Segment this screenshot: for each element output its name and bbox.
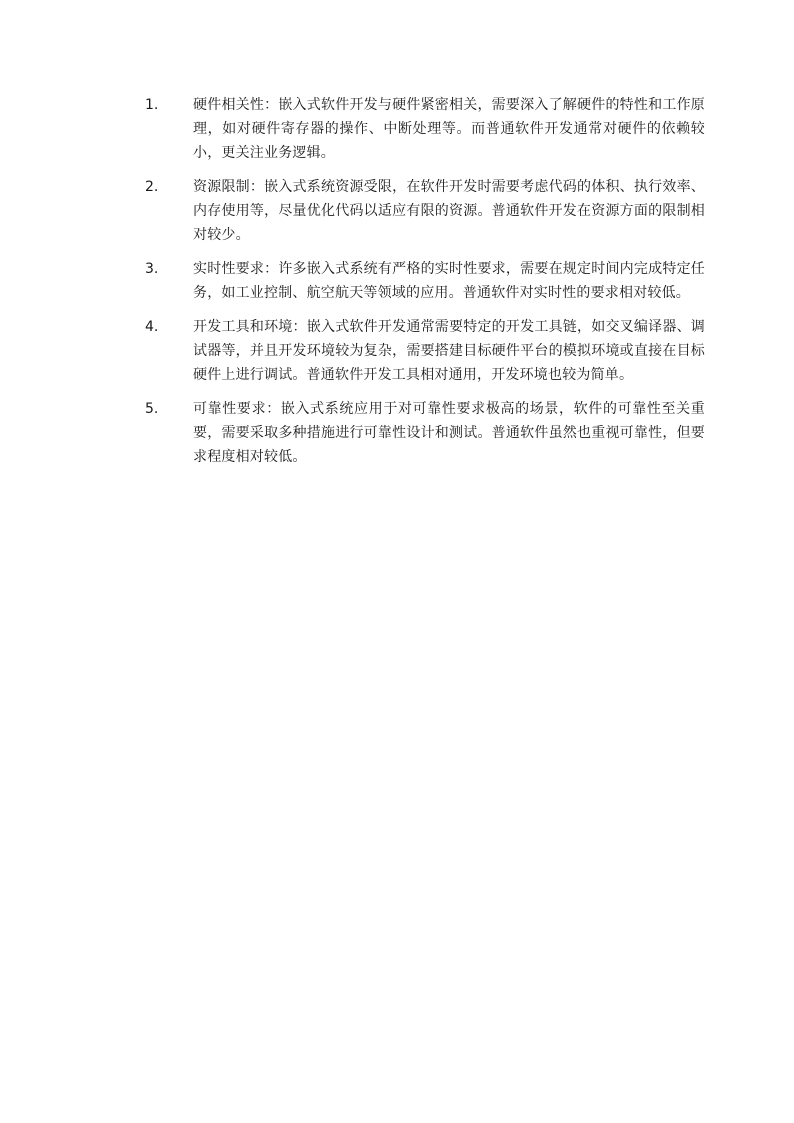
list-item-text: 实时性要求：许多嵌入式系统有严格的实时性要求，需要在规定时间内完成特定任务，如工业控制、航空航天等领域的应用。普通软件对实时性的要求相对较低。 <box>193 261 705 301</box>
list-item <box>145 93 705 165</box>
list-item-text: 硬件相关性：嵌入式软件开发与硬件紧密相关，需要深入了解硬件的特性和工作原理，如对硬件寄存器的操作、中断处理等。而普通软件开发通常对硬件的依赖较小，更关注业务逻辑。 <box>193 97 705 161</box>
list-item-text: 资源限制：嵌入式系统资源受限，在软件开发时需要考虑代码的体积、执行效率、内存使用等，尽量优化代码以适应有限的资源。普通软件开发在资源方面的限制相对较少。 <box>193 179 705 243</box>
list-item-number: 4. <box>145 319 159 335</box>
list-item <box>145 397 705 469</box>
list-item <box>145 175 705 247</box>
list-item-number: 3. <box>145 261 159 277</box>
list-item-text: 开发工具和环境：嵌入式软件开发通常需要特定的开发工具链，如交叉编译器、调试器等，并且开发环境较为复杂，需要搭建目标硬件平台的模拟环境或直接在目标硬件上进行调试。普通软件开发工具相对通用，开发环境也较为简单。 <box>193 319 705 383</box>
numbered-list <box>145 93 705 479</box>
list-item-number: 1. <box>145 97 159 113</box>
list-item-text: 可靠性要求：嵌入式系统应用于对可靠性要求极高的场景，软件的可靠性至关重要，需要采取多种措施进行可靠性设计和测试。普通软件虽然也重视可靠性，但要求程度相对较低。 <box>193 401 705 465</box>
list-item-number: 2. <box>145 179 159 195</box>
list-item <box>145 257 705 305</box>
list-item-number: 5. <box>145 401 159 417</box>
list-item <box>145 315 705 387</box>
